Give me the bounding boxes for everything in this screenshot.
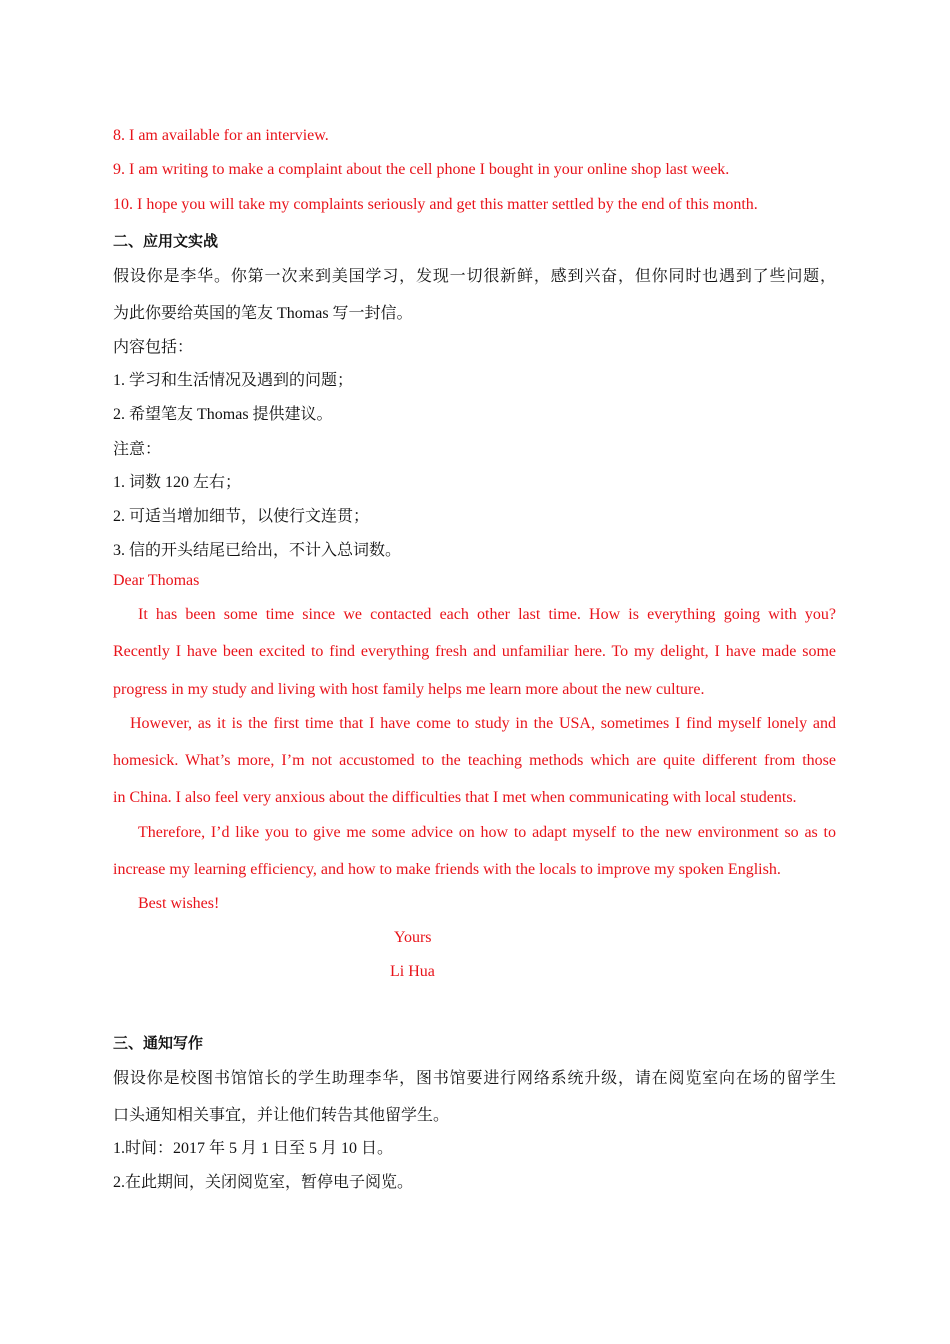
answer-9: 9. I am writing to make a complaint about the cell phone I bought in your online shop last week.: [113, 161, 730, 178]
answer-10: 10. I hope you will take my complaints seriously and get this matter settled by the end of this month.: [113, 196, 758, 213]
section3-heading: 三、通知写作: [113, 1034, 204, 1052]
notes-item-2: 2. 可适当增加细节，以使行文连贯；: [113, 508, 370, 525]
letter-p1-line1: It has been some time since we contacted each other last time. How is everything going with you?: [138, 606, 836, 623]
letter-signature: Li Hua: [390, 963, 435, 980]
answer-8: 8. I am available for an interview.: [113, 127, 329, 144]
letter-p2-line3: in China. I also feel very anxious about the difficulties that I met when communicating with local students.: [113, 789, 797, 806]
content-item-2: 2. 希望笔友 Thomas 提供建议。: [113, 406, 333, 423]
content-label: 内容包括：: [113, 339, 194, 356]
section2-prompt-line2: 为此你要给英国的笔友 Thomas 写一封信。: [113, 305, 413, 322]
section3-item-1: 1.时间：2017 年 5 月 1 日至 5 月 10 日。: [113, 1140, 394, 1157]
notes-item-3: 3. 信的开头结尾已给出，不计入总词数。: [113, 542, 402, 559]
letter-p2-line1: However, as it is the first time that I have come to study in the USA, sometimes I find myself lonely and: [130, 715, 836, 732]
section2-heading: 二、应用文实战: [113, 232, 219, 250]
notes-label: 注意：: [113, 441, 162, 458]
section3-prompt-line2: 口头通知相关事宜，并让他们转告其他留学生。: [113, 1107, 450, 1124]
content-item-1: 1. 学习和生活情况及遇到的问题；: [113, 372, 354, 389]
section3-item-2: 2.在此期间，关闭阅览室，暂停电子阅览。: [113, 1174, 414, 1191]
letter-p2-line2: homesick. What’s more, I’m not accustomed to the teaching methods which are quite different from those: [113, 752, 836, 769]
letter-p1-line2: Recently I have been excited to find everything fresh and unfamiliar here. To my delight, I have made some: [113, 643, 836, 660]
notes-item-1: 1. 词数 120 左右；: [113, 474, 242, 491]
letter-p3-line1: Therefore, I’d like you to give me some advice on how to adapt myself to the new environment so as to: [138, 824, 836, 841]
section3-prompt-line1: 假设你是校图书馆馆长的学生助理李华，图书馆要进行网络系统升级，请在阅览室向在场的留学生: [113, 1070, 836, 1087]
letter-greeting: Dear Thomas: [113, 572, 200, 589]
letter-p1-line3: progress in my study and living with host family helps me learn more about the new culture.: [113, 681, 705, 698]
section2-prompt-line1: 假设你是李华。你第一次来到美国学习，发现一切很新鲜，感到兴奋，但你同时也遇到了些问题，: [113, 268, 836, 285]
letter-p3-line2: increase my learning efficiency, and how to make friends with the locals to improve my spoken English.: [113, 861, 781, 878]
letter-closing: Best wishes!: [138, 895, 220, 912]
letter-sign-off: Yours: [394, 929, 432, 946]
